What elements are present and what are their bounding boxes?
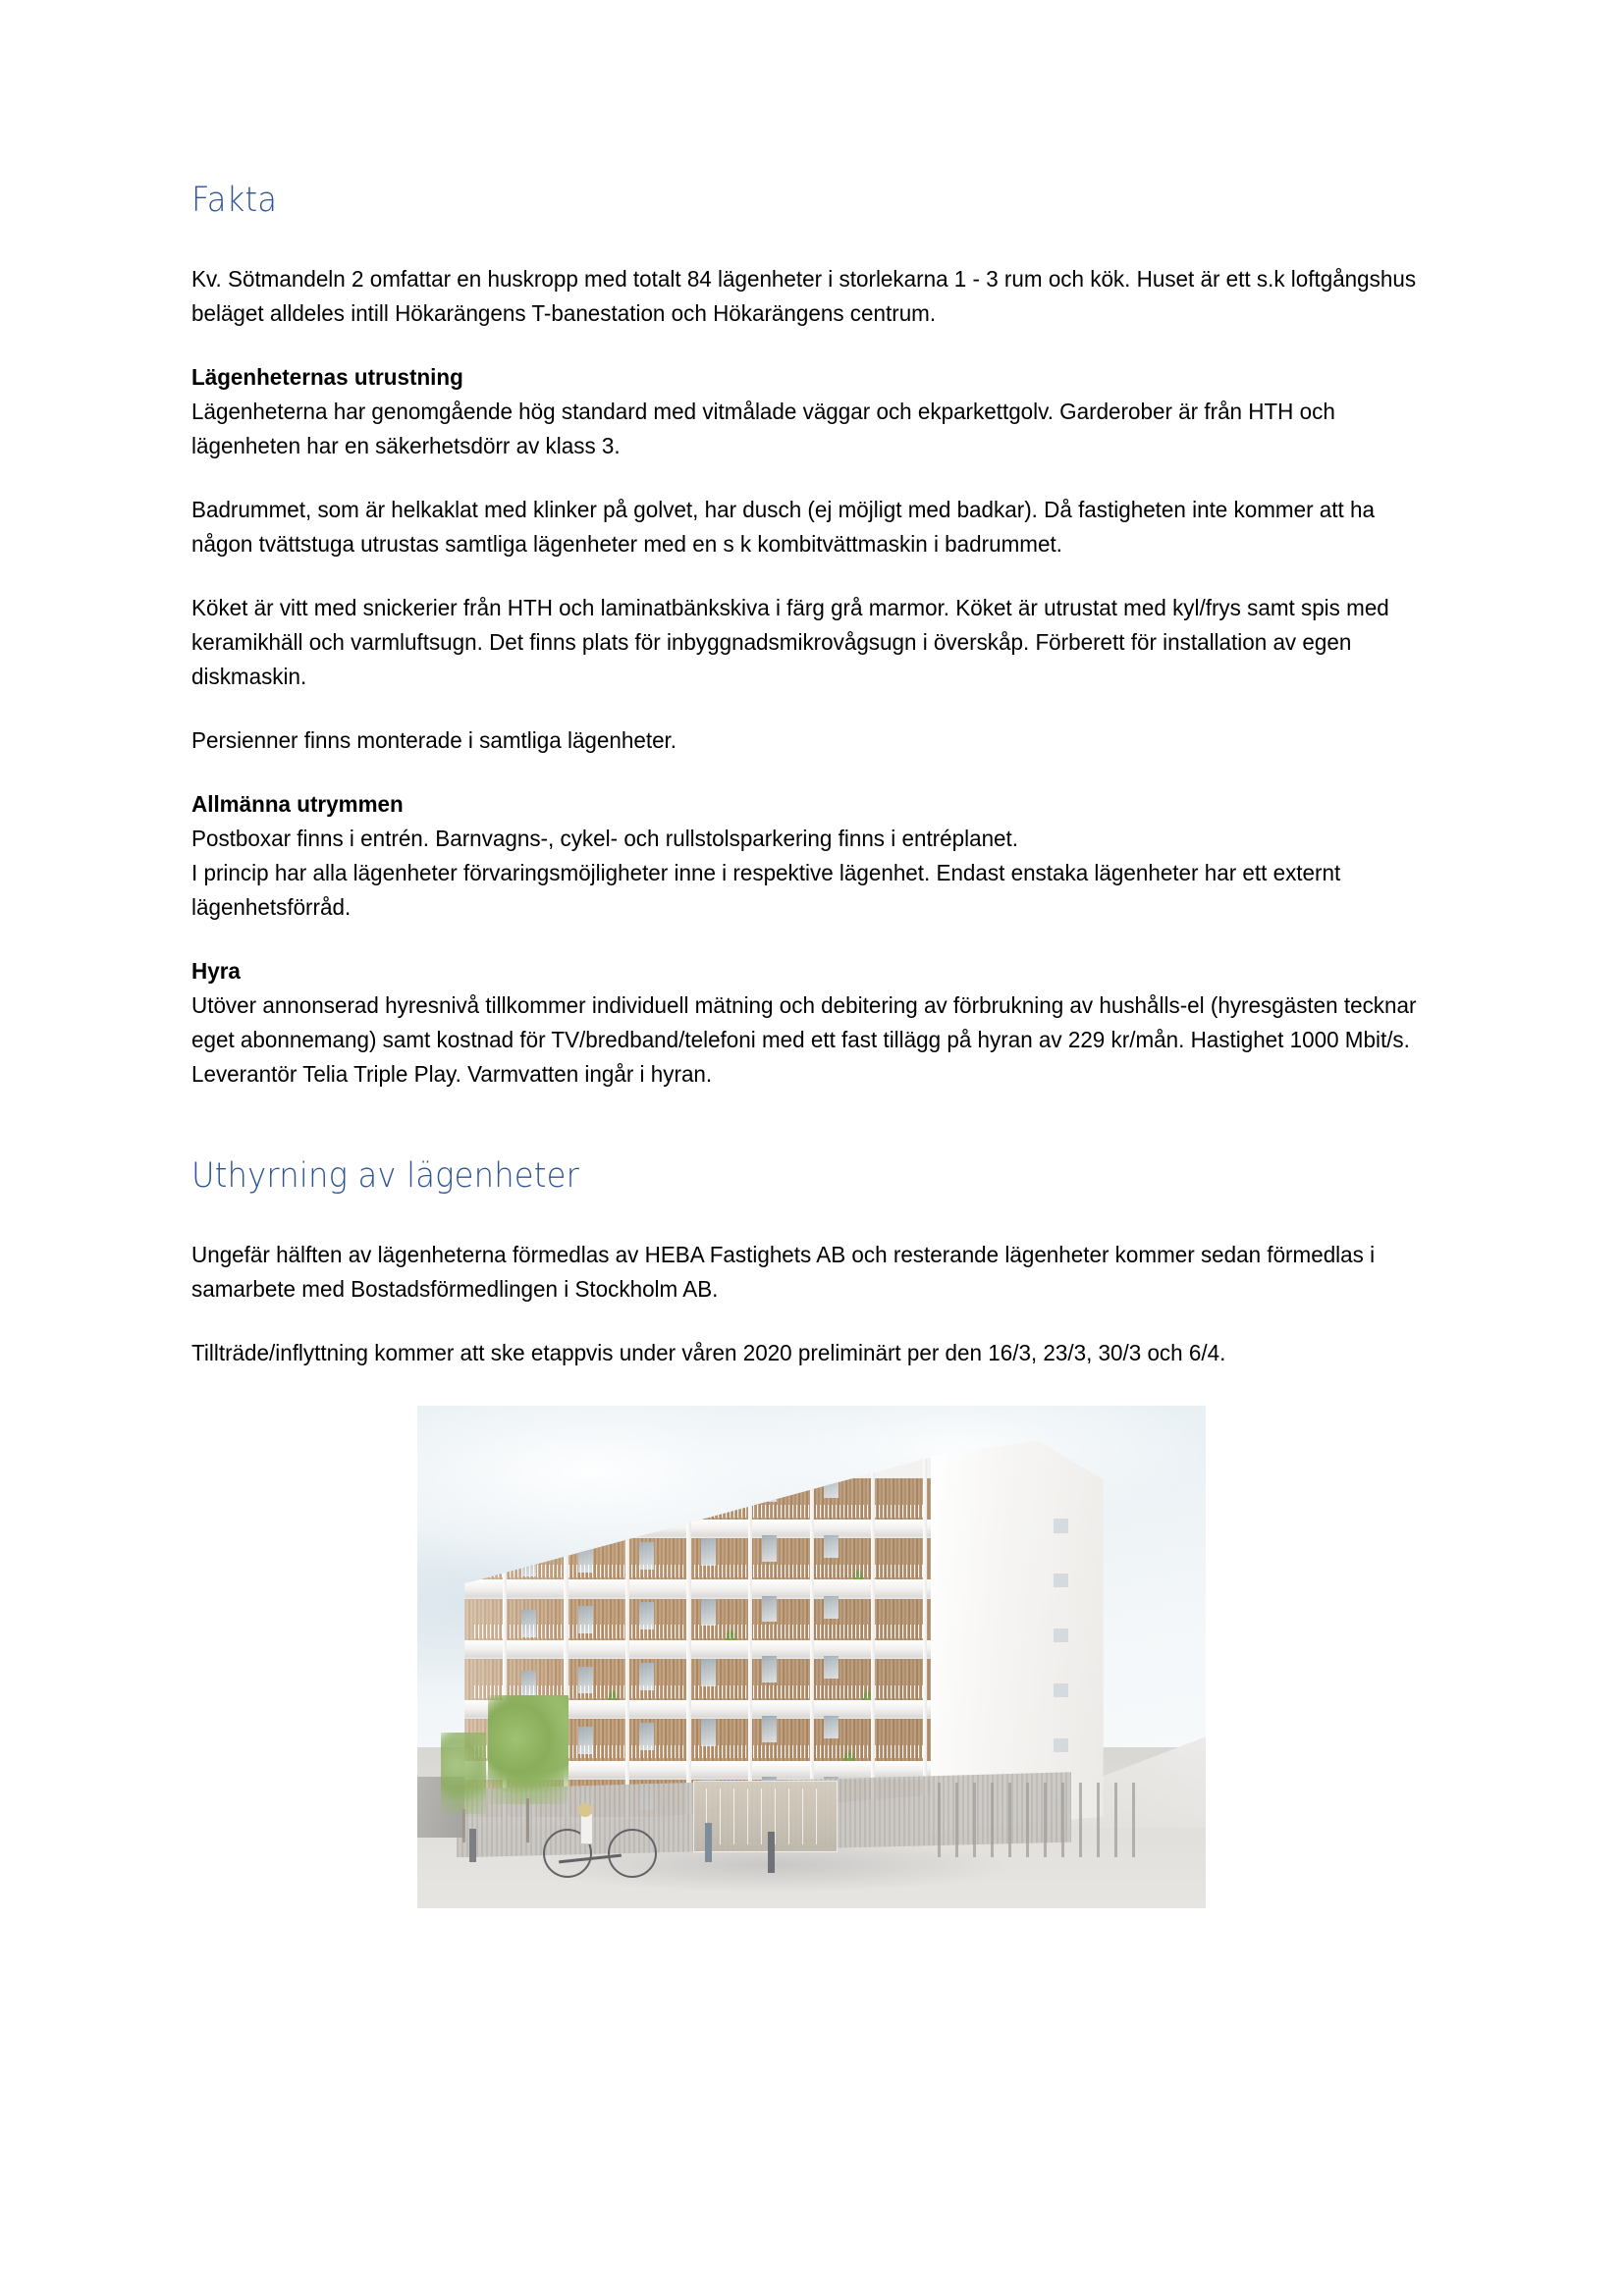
facade-window: [639, 1482, 654, 1510]
subheading-allmanna-utrymmen: Allmänna utrymmen: [191, 790, 404, 817]
subheading-hyra: Hyra: [191, 957, 241, 984]
balcony-railing: [474, 1565, 928, 1577]
balcony-railing: [474, 1505, 928, 1518]
facade-window: [762, 1534, 777, 1562]
balcony-slab: [464, 1640, 937, 1656]
fakta-intro-paragraph: Kv. Sötmandeln 2 omfattar en huskropp med totalt 84 lägenheter i storlekarna 1 - 3 rum och kök. Huset är ett s.k loftgångshus beläget alldeles intill Hökarängens T-banestation och Hökarängens centrum.: [191, 265, 1417, 326]
facade-column: [871, 1456, 875, 1833]
page-title-uthyrning: Uthyrning av lägenheter: [191, 1155, 580, 1196]
paragraph-postboxar: Postboxar finns i entrén. Barnvagns-, cykel- och rullstolsparkering finns i entréplanet.: [191, 825, 1019, 851]
building-entrance: [693, 1781, 838, 1853]
tree-crown: [488, 1695, 568, 1804]
facade-window: [701, 1659, 716, 1686]
facade-window: [762, 1474, 777, 1502]
facade-window: [701, 1719, 716, 1746]
subheading-lagenheternas-utrustning: Lägenheternas utrustning: [191, 363, 463, 390]
page-title-fakta: Fakta: [191, 181, 278, 220]
paragraph-tilltrade: Tillträde/inflyttning kommer att ske etappvis under våren 2020 preliminärt per den 16/3, 23/3, 30/3 och 6/4.: [191, 1339, 1226, 1365]
cyclist-body: [580, 1813, 593, 1844]
building-rendering-image: [417, 1406, 1206, 1908]
building-rendering-canvas: [417, 1406, 1206, 1908]
facade-window: [701, 1599, 716, 1627]
street-tree: [441, 1733, 486, 1842]
balcony-slab: [464, 1579, 937, 1595]
facade-window: [521, 1489, 536, 1517]
paragraph-lagenheternas-utrustning: Lägenheterna har genomgående hög standard med vitmålade väggar och ekparkettgolv. Garderober är från HTH och lägenheten har en säkerhetsdörr av klass 3.: [191, 398, 1335, 458]
gable-window: [1054, 1519, 1069, 1532]
facade-window: [762, 1595, 777, 1623]
paragraph-forvaring: I princip har alla lägenheter förvaringsmöjligheter inne i respektive lägenhet. Endast enstaka lägenheter har ett externt lägenhetsförråd.: [191, 859, 1341, 920]
gable-window: [1054, 1629, 1069, 1642]
facade-column: [748, 1456, 752, 1833]
tree-trunk: [526, 1798, 529, 1842]
section-block-lagenheternas-utrustning: [191, 360, 1450, 463]
balcony-slab: [464, 1520, 937, 1535]
tree-trunk: [462, 1809, 465, 1842]
facade-window: [762, 1716, 777, 1743]
bicycle-front-wheel: [608, 1829, 657, 1878]
cyclist-figure: [543, 1803, 657, 1878]
section-block-badrummet: [191, 493, 1450, 561]
paragraph-hyra: Utöver annonserad hyresnivå tillkommer individuell mätning och debitering av förbrukning av hushålls-el (hyresgästen tecknar eget abonnemang) samt kostnad för TV/bredband/telefoni med ett fast tillägg på hyran av 229 kr/mån. Hastighet 1000 Mbit/s. Leverantör Telia Triple Play. Varmvatten ingår i hyran.: [191, 991, 1417, 1087]
facade-column: [810, 1456, 814, 1833]
pedestrian-figure: [705, 1823, 712, 1862]
gable-window: [1054, 1574, 1069, 1587]
facade-column: [923, 1456, 927, 1833]
facade-window: [701, 1478, 716, 1506]
gable-window: [1054, 1683, 1069, 1697]
facade-window: [701, 1538, 716, 1566]
pedestrian-figure: [469, 1829, 476, 1862]
gable-window: [1054, 1738, 1069, 1752]
tree-crown: [441, 1733, 486, 1814]
facade-column: [686, 1456, 690, 1833]
pilotis-columns: [938, 1783, 1143, 1858]
paragraph-koket: Köket är vitt med snickerier från HTH och laminatbänkskiva i färg grå marmor. Köket är utrustat med kyl/frys samt spis med keramikhäll och varmluftsugn. Det finns plats för inbyggnadsmikrovågsugn i överskåp. Förberett för installation av egen diskmaskin.: [191, 594, 1389, 689]
facade-column: [625, 1456, 629, 1833]
document-content: [191, 183, 1450, 1908]
paragraph-persienner: Persienner finns monterade i samtliga lägenheter.: [191, 726, 677, 753]
balcony-railing: [474, 1625, 928, 1637]
pedestrian-figure: [768, 1832, 775, 1873]
section-block-persienner: [191, 723, 1450, 758]
facade-window: [824, 1470, 839, 1498]
paragraph-badrummet: Badrummet, som är helkaklat med klinker på golvet, har dusch (ej möjligt med badkar). Då fastigheten inte kommer att ha någon tvättstuga utrustas samtliga lägenheter med en s k kombitvättmaskin i badrummet.: [191, 496, 1375, 557]
section-block-koket: [191, 591, 1450, 694]
section-block-allmanna-utrymmen: [191, 787, 1450, 925]
paragraph-formedling: Ungefär hälften av lägenheterna förmedlas av HEBA Fastighets AB och resterande lägenheter kommer sedan förmedlas i samarbete med Bostadsförmedlingen i Stockholm AB.: [191, 1241, 1376, 1302]
section-block-hyra: [191, 954, 1450, 1092]
facade-window: [578, 1485, 593, 1513]
building-gable-end: [931, 1440, 1104, 1832]
facade-window: [762, 1655, 777, 1682]
